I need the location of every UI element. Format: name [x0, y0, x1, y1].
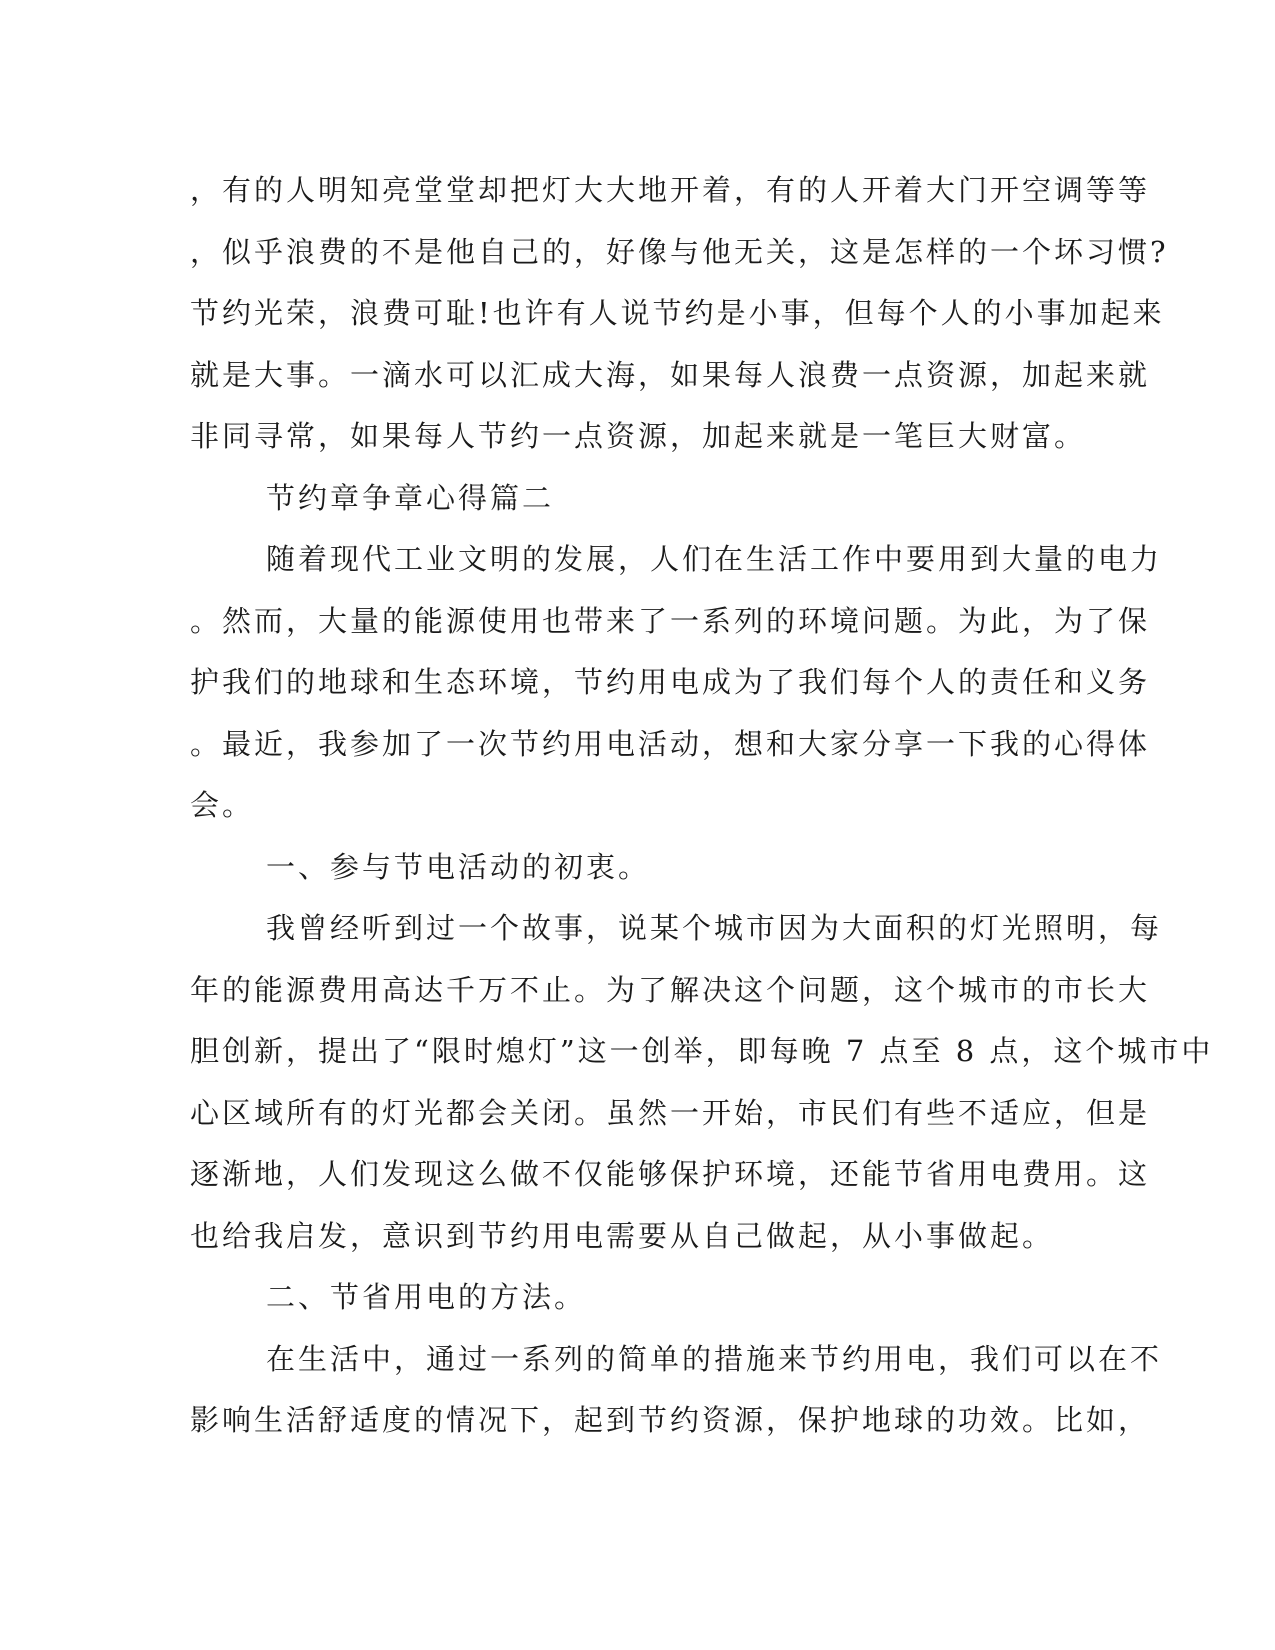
- text-line: 随着现代工业文明的发展，人们在生活工作中要用到大量的电力: [266, 542, 1163, 576]
- text-line: 影响生活舒适度的情况下，起到节约资源，保护地球的功效。比如，: [190, 1403, 1151, 1437]
- document-body: [190, 160, 1214, 1452]
- subsection-heading: 二、节省用电的方法。: [266, 1280, 587, 1314]
- text-line: 节约光荣，浪费可耻!也许有人说节约是小事，但每个人的小事加起来: [190, 296, 1165, 330]
- text-line: ，有的人明知亮堂堂却把灯大大地开着，有的人开着大门开空调等等: [190, 173, 1151, 207]
- text-line: 。最近，我参加了一次节约用电活动，想和大家分享一下我的心得体: [190, 726, 1151, 761]
- text-line: 会。: [190, 788, 255, 822]
- text-line: 在生活中，通过一系列的简单的措施来节约用电，我们可以在不: [266, 1341, 1163, 1376]
- text-line: 非同寻常，如果每人节约一点资源，加起来就是一笔巨大财富。: [190, 419, 1087, 453]
- text-line: 胆创新，提出了“限时熄灯”这一创举，即每晚 7 点至 8 点，这个城市中: [190, 1034, 1214, 1068]
- subsection-heading: 一、参与节电活动的初衷。: [266, 849, 651, 884]
- text-line: 就是大事。一滴水可以汇成大海，如果每人浪费一点资源，加起来就: [190, 357, 1151, 392]
- text-line: 。然而，大量的能源使用也带来了一系列的环境问题。为此，为了保: [190, 603, 1151, 638]
- text-line: 也给我启发，意识到节约用电需要从自己做起，从小事做起。: [190, 1218, 1055, 1253]
- text-line: 年的能源费用高达千万不止。为了解决这个问题，这个城市的市长大: [190, 972, 1151, 1007]
- text-line: ，似乎浪费的不是他自己的，好像与他无关，这是怎样的一个坏习惯?: [190, 234, 1169, 269]
- text-line: 我曾经听到过一个故事，说某个城市因为大面积的灯光照明，每: [266, 911, 1163, 945]
- text-line: 护我们的地球和生态环境，节约用电成为了我们每个人的责任和义务: [190, 665, 1151, 699]
- section-heading: 节约章争章心得篇二: [266, 480, 555, 515]
- text-line: 逐渐地，人们发现这么做不仅能够保护环境，还能节省用电费用。这: [190, 1157, 1151, 1191]
- text-line: 心区域所有的灯光都会关闭。虽然一开始，市民们有些不适应，但是: [190, 1095, 1151, 1130]
